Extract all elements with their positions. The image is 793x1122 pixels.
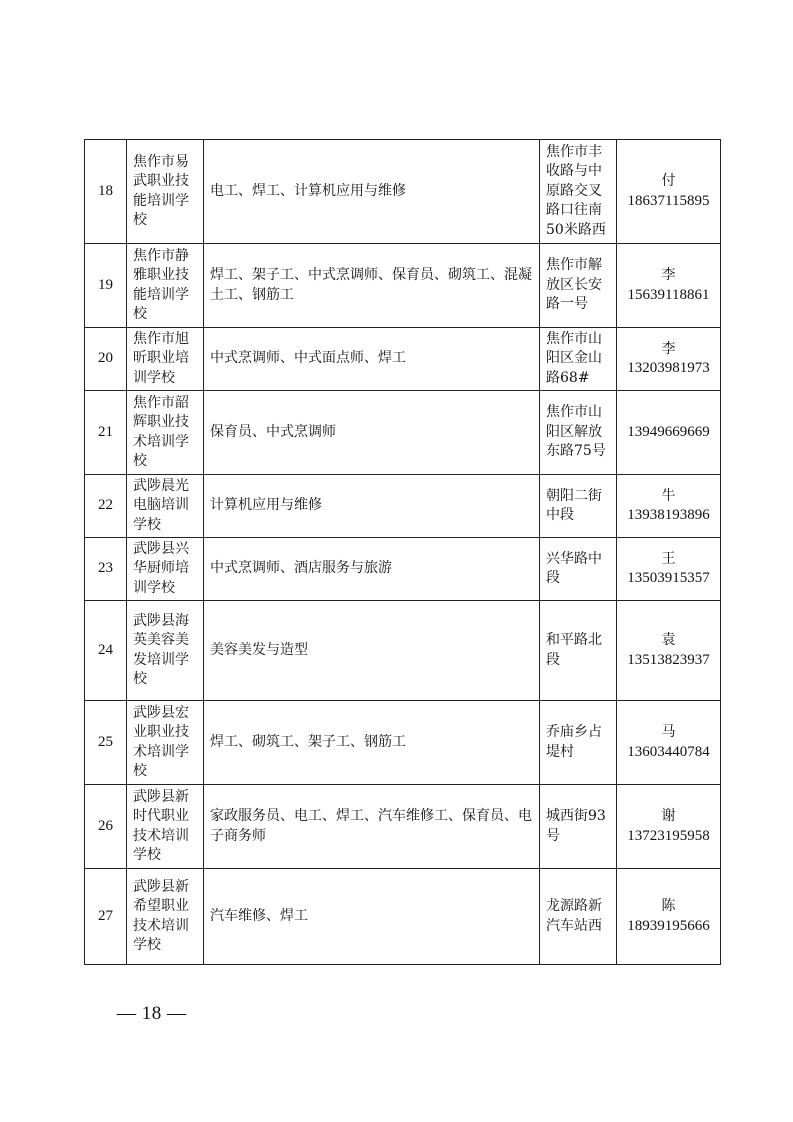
contact-phone: 13503915357	[627, 570, 710, 586]
contact-phone: 13949669669	[627, 423, 710, 440]
row-number: 26	[85, 785, 127, 869]
row-number: 27	[85, 869, 127, 965]
row-number: 21	[85, 391, 127, 475]
contact-cell	[617, 475, 721, 538]
school-address: 龙源路新汽车站西	[540, 869, 617, 965]
school-name: 武陟县新希望职业技术培训学校	[127, 869, 204, 965]
contact-cell	[617, 601, 721, 701]
contact-phone: 15639118861	[627, 286, 710, 303]
table-row	[85, 328, 721, 391]
table-row	[85, 701, 721, 785]
contact-phone: 18637115895	[627, 192, 710, 209]
contact-phone: 13938193896	[627, 507, 710, 523]
training-trades: 家政服务员、电工、焊工、汽车维修工、保育员、电子商务师	[204, 785, 540, 869]
table-row	[85, 601, 721, 701]
training-trades: 保育员、中式烹调师	[204, 391, 540, 475]
contact-name: 马	[661, 724, 676, 740]
contact-phone: 18939195666	[627, 917, 710, 934]
school-address: 和平路北段	[540, 601, 617, 701]
contact-cell	[617, 328, 721, 391]
table-row	[85, 869, 721, 965]
training-trades: 焊工、砌筑工、架子工、钢筋工	[204, 701, 540, 785]
contact-cell	[617, 538, 721, 601]
training-trades: 电工、焊工、计算机应用与维修	[204, 140, 540, 244]
table-row	[85, 785, 721, 869]
school-name: 武陟县宏业职业技术培训学校	[127, 701, 204, 785]
school-name: 焦作市静雅职业技能培训学校	[127, 244, 204, 328]
contact-name: 付	[661, 173, 676, 189]
training-school-table	[84, 139, 721, 965]
contact-cell	[617, 701, 721, 785]
school-address: 兴华路中段	[540, 538, 617, 601]
contact-name: 袁	[661, 632, 676, 648]
contact-name: 李	[661, 267, 676, 283]
school-name: 武陟县海英美容美发培训学校	[127, 601, 204, 701]
contact-cell	[617, 140, 721, 244]
contact-phone: 13723195958	[627, 827, 710, 844]
table-row	[85, 475, 721, 538]
school-address: 焦作市解放区长安路一号	[540, 244, 617, 328]
school-name: 武陟晨光电脑培训学校	[127, 475, 204, 538]
school-address: 焦作市丰收路与中原路交叉路口往南50米路西	[540, 140, 617, 244]
row-number: 18	[85, 140, 127, 244]
contact-cell	[617, 869, 721, 965]
school-address: 城西街93号	[540, 785, 617, 869]
row-number: 23	[85, 538, 127, 601]
contact-name: 牛	[661, 487, 676, 504]
training-trades: 美容美发与造型	[204, 601, 540, 701]
row-number: 24	[85, 601, 127, 701]
training-trades: 中式烹调师、中式面点师、焊工	[204, 328, 540, 391]
school-name: 武陟县兴华厨师培训学校	[127, 538, 204, 601]
contact-cell	[617, 785, 721, 869]
school-address: 焦作市山阳区金山路68#	[540, 328, 617, 391]
school-address: 焦作市山阳区解放东路75号	[540, 391, 617, 475]
table-row	[85, 538, 721, 601]
row-number: 25	[85, 701, 127, 785]
training-trades: 计算机应用与维修	[204, 475, 540, 538]
school-name: 焦作市韶辉职业技术培训学校	[127, 391, 204, 475]
contact-phone: 13603440784	[627, 743, 710, 760]
row-number: 22	[85, 475, 127, 538]
row-number: 20	[85, 328, 127, 391]
training-trades: 汽车维修、焊工	[204, 869, 540, 965]
contact-name: 王	[661, 550, 676, 567]
school-address: 乔庙乡占堤村	[540, 701, 617, 785]
page-number: — 18 —	[117, 1003, 187, 1024]
contact-name: 李	[661, 340, 676, 357]
contact-phone: 13513823937	[627, 651, 710, 668]
training-trades: 焊工、架子工、中式烹调师、保育员、砌筑工、混凝土工、钢筋工	[204, 244, 540, 328]
table-row	[85, 391, 721, 475]
contact-cell	[617, 391, 721, 475]
contact-name: 谢	[661, 808, 676, 824]
table-row	[85, 244, 721, 328]
school-address: 朝阳二街中段	[540, 475, 617, 538]
training-trades: 中式烹调师、酒店服务与旅游	[204, 538, 540, 601]
row-number: 19	[85, 244, 127, 328]
school-name: 武陟县新时代职业技术培训学校	[127, 785, 204, 869]
contact-name: 陈	[661, 898, 676, 914]
contact-cell	[617, 244, 721, 328]
contact-phone: 13203981973	[627, 360, 710, 376]
school-name: 焦作市易武职业技能培训学校	[127, 140, 204, 244]
table-row	[85, 140, 721, 244]
school-name: 焦作市旭昕职业培训学校	[127, 328, 204, 391]
